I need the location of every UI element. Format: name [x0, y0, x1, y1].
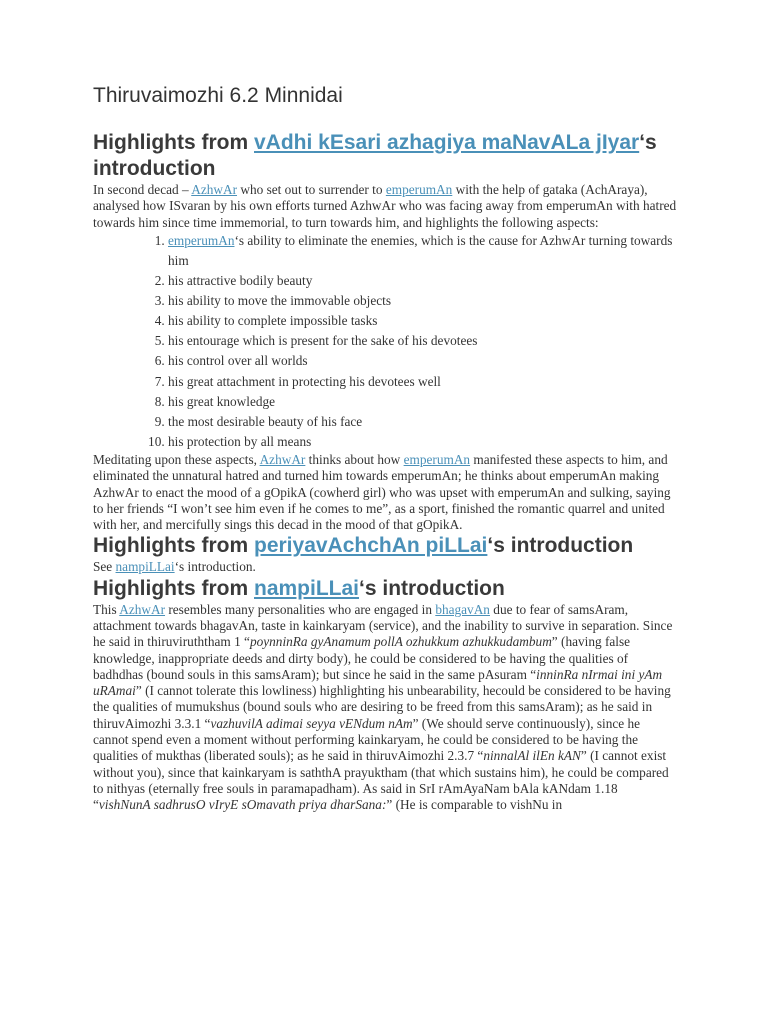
list-item: 4. his ability to complete impossible tasks — [168, 311, 678, 331]
section1-intro: In second decad – AzhwAr who set out to surrender to emperumAn with the help of gataka (AchAraya), analysed how ISvaran by his own efforts turned AzhwAr who was facing away from emperumAn with hatred towards him since time immemorial, to turn towards him, and highlights the following aspects: — [93, 182, 677, 230]
link-periyavachchan-pillai[interactable]: periyavAchchAn piLLai — [254, 534, 488, 558]
heading-suffix: ‘s introduction — [93, 131, 657, 180]
link-emperuman[interactable]: emperumAn — [403, 451, 471, 467]
list-item: 5. his entourage which is present for the sake of his devotees — [168, 331, 678, 351]
link-nampillai[interactable]: nampiLLai — [254, 576, 360, 600]
link-nampillai[interactable]: nampiLLai — [115, 559, 175, 575]
article-body — [93, 82, 678, 814]
page-title: Thiruvaimozhi 6.2 Minnidai — [93, 84, 343, 107]
list-item: 7. his great attachment in protecting his devotees well — [168, 372, 678, 392]
quote-text: ninnalAl ilEn kAN — [483, 748, 581, 764]
list-item: 6. his control over all worlds — [168, 351, 678, 371]
link-azhwar[interactable]: AzhwAr — [259, 451, 306, 467]
section2-text: See nampiLLai‘s introduction. — [93, 559, 256, 575]
link-emperuman[interactable]: emperumAn — [168, 232, 235, 248]
quote-text: vishNunA sadhrusO vIryE sOmavath priya dharSana: — [98, 797, 387, 813]
quote-text: vazhuvilA adimai seyya vENdum nAm — [210, 715, 413, 731]
section-heading-periyavachchan — [93, 533, 678, 559]
list-item: 9. the most desirable beauty of his face — [168, 412, 678, 432]
list-item: 8. his great knowledge — [168, 392, 678, 412]
list-item: 3. his ability to move the immovable objects — [168, 291, 678, 311]
section-heading-jiyar — [93, 130, 678, 182]
quote-text: poynninRa gyAnamum pollA ozhukkum azhukkudambum — [249, 634, 552, 650]
link-bhagavan[interactable]: bhagavAn — [435, 601, 490, 617]
heading-suffix: ‘s introduction — [359, 576, 505, 600]
heading-prefix: Highlights from — [93, 131, 254, 154]
section1-after: Meditating upon these aspects, AzhwAr thinks about how emperumAn manifested these aspects to him, and eliminated the unnatural hatred and turned him towards emperumAn; he thinks about emperumAn making AzhwAr to enact the mood of a gOpikA (cowherd girl) who was upset with emperumAn and sulking, saying to her friends “I won’t see him even if he comes to me”, as a sport, finished the romantic quarrel and united with her, and mercifully sings this decad in the mood of that gOpikA. — [93, 451, 671, 533]
link-azhwar[interactable]: AzhwAr — [119, 601, 166, 617]
section-heading-nampillai — [93, 576, 678, 602]
link-emperuman[interactable]: emperumAn — [385, 182, 453, 197]
section3-text: This AzhwAr resembles many personalities who are engaged in bhagavAn due to fear of samsAram, attachment towards bhagavAn, taste in kainkaryam (service), and the inability to survive in separation. Since he said in thiruviruththam 1 “poynninRa gyAnamum pollA ozhukkum azhukkudambum” (having false knowledge, inappropriate deeds and dirty body), he could be considered to be having the qualities of badhdhas (bound souls in this samsAram); but since he said in the same pAsuram “inninRa nIrmai ini yAm uRAmai” (I cannot tolerate this lowliness) highlighting his unbearability, hecould be considered to be having the qualities of mumukshus (bound souls who are desiring to be freed from this samsAram); as he said in thiruvAimozhi 3.3.1 “vazhuvilA adimai seyya vENdum nAm” (We should serve continuously), since he cannot spend even a moment without performing kainkaryam, he could be considered to be having the qualities of mukthas (liberated souls); as he said in thiruvAimozhi 2.3.7 “ninnalAl ilEn kAN” (I cannot exist without you), since that kainkaryam is saththA prayuktham (that which sustains him), he could be compared to nithyas (eternally free souls in paramapadham). As said in SrI rAmAyaNam bAla kANdam 1.18 “vishNunA sadhrusO vIryE sOmavath priya dharSana:” (He is comparable to vishNu in — [93, 601, 673, 813]
list-item: 1. emperumAn‘s ability to eliminate the enemies, which is the cause for AzhwAr turning towards him — [168, 231, 678, 271]
list-item: 2. his attractive bodily beauty — [168, 271, 678, 291]
quote-text: inninRa nIrmai ini yAm uRAmai — [93, 666, 663, 699]
list-item: 10. his protection by all means — [168, 432, 678, 452]
link-azhwar[interactable]: AzhwAr — [191, 182, 238, 197]
aspects-list — [93, 231, 678, 452]
link-jiyar[interactable]: vAdhi kEsari azhagiya maNavALa jIyar — [254, 131, 640, 154]
heading-prefix: Highlights from — [93, 534, 254, 558]
heading-suffix: ‘s introduction — [487, 534, 634, 558]
heading-prefix: Highlights from — [93, 576, 254, 600]
